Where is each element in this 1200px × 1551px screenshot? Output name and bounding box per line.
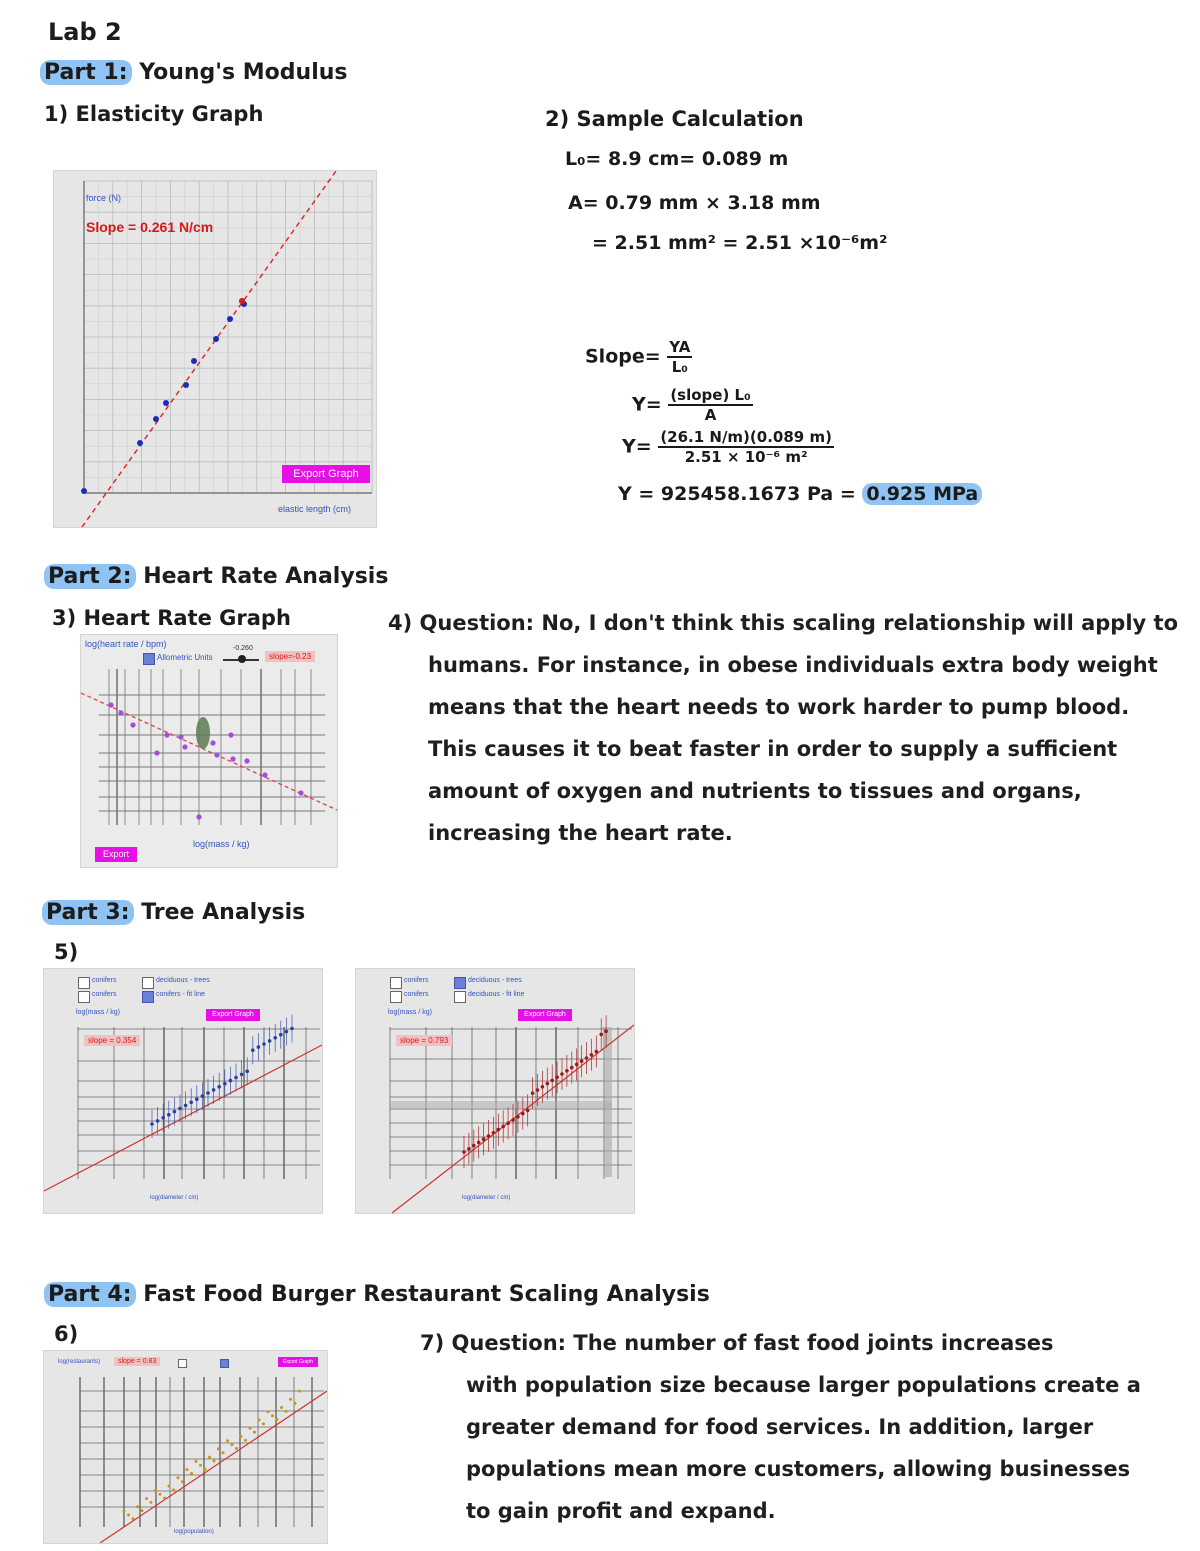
restaurant-y-axis-label: log(restaurants) [58,1359,101,1365]
restaurant-x-axis-label: log(population) [174,1529,214,1535]
data-point [231,1443,234,1446]
data-point [145,1497,148,1500]
restaurant-fit-line [100,1391,327,1543]
tree-b-slope-label: slope = 0.793 [396,1035,452,1046]
tree-a-export-button[interactable]: Export Graph [206,1009,260,1021]
data-point [298,790,303,795]
tree-b-x-axis-label: log(diameter / cm) [462,1195,511,1201]
tree-graph-b [355,968,635,1214]
calc-y1-lhs: Y= [632,393,662,416]
data-point [290,1027,294,1031]
data-point [230,756,235,761]
data-point [467,1147,471,1151]
data-point [244,758,249,763]
tree-b-checkbox-label-1: conifers [404,977,429,984]
part1-heading-label: Part 1: [40,60,132,85]
q6-label: 6) [54,1322,79,1346]
data-point [150,1501,153,1504]
calc-y1-eq [632,386,753,424]
q4-line-5: amount of oxygen and nutrients to tissues and organs, [428,779,1082,803]
data-point [294,1402,297,1405]
data-point [560,1072,564,1076]
calc-slope-den: L₀ [671,358,688,376]
data-point [223,1082,227,1086]
data-point [565,1069,569,1073]
q1-label: 1) Elasticity Graph [44,102,264,126]
tree-a-x-axis-label: log(diameter / cm) [150,1195,199,1201]
data-point [167,1113,171,1117]
data-point [172,1488,175,1491]
data-point [550,1079,554,1083]
data-point [487,1134,491,1138]
data-point [526,1109,530,1113]
data-point [150,1122,154,1126]
data-point [245,1070,249,1074]
data-point [181,1480,184,1483]
q7-answer [420,1322,1180,1532]
data-point [163,400,169,406]
data-point [154,1489,157,1492]
data-point [234,1076,238,1080]
data-point [492,1131,496,1135]
data-point [136,1505,139,1508]
data-point [217,1085,221,1089]
part3-heading [42,900,305,925]
q5-label: 5) [54,940,79,964]
data-point [212,1088,216,1092]
restaurant-graph-canvas [44,1351,327,1543]
restaurant-slope-label: slope = 0.83 [114,1357,160,1366]
data-point [210,740,215,745]
tree-b-checkbox-label-3: conifers [404,991,429,998]
data-point [226,1439,229,1442]
calc-area: A= 0.79 mm × 3.18 mm [568,192,821,214]
calc-y1-num: (slope) L₀ [670,386,751,404]
data-point [595,1050,599,1054]
calc-l0: L₀= 8.9 cm= 0.089 m [565,148,789,170]
part2-heading-text: Heart Rate Analysis [143,564,389,589]
part1-heading-text: Young's Modulus [139,60,348,85]
data-point [168,1485,171,1488]
data-point [298,1390,301,1393]
data-point [267,1410,270,1413]
data-point [585,1056,589,1060]
q7-line-5: to gain profit and expand. [466,1499,776,1523]
data-point [516,1115,520,1119]
data-point [477,1141,481,1145]
data-point [127,1513,130,1516]
data-point [184,1104,188,1108]
q4-line-1: 4) Question: No, I don't think this scaling relationship will apply to [388,611,1178,635]
data-point [201,1094,205,1098]
data-point [249,1427,252,1430]
data-point [521,1112,525,1116]
y-axis-label: force (N) [86,193,122,203]
allometric-checkbox[interactable] [143,653,155,665]
data-point [555,1075,559,1079]
data-point [240,1435,243,1438]
data-point [159,1493,162,1496]
data-point [268,1039,272,1043]
data-point [132,1517,135,1520]
export-graph-button[interactable]: Export Graph [282,465,370,483]
data-point [195,1460,198,1463]
calc-y2-lhs: Y= [622,435,652,458]
calc-y2-num: (26.1 N/m)(0.089 m) [660,428,832,446]
heart-rate-graph-canvas [81,635,337,867]
data-point [214,752,219,757]
data-point [195,1097,199,1101]
data-point [240,1073,244,1077]
data-point [262,1042,266,1046]
part3-heading-label: Part 3: [42,900,134,925]
heart-slope-label: slope=-0.23 [265,651,315,662]
data-point [222,1451,225,1454]
q7-line-3: greater demand for food services. In addition, larger [466,1415,1094,1439]
calc-result [618,483,982,505]
data-point [235,1447,238,1450]
data-point [130,722,135,727]
heart-rate-graph [80,634,338,868]
data-point [81,488,87,494]
tree-a-checkbox-label-2: deciduous - trees [156,977,210,984]
part3-heading-text: Tree Analysis [141,900,306,925]
data-point [462,1150,466,1154]
calc-y2-den: 2.51 × 10⁻⁶ m² [684,448,808,466]
data-point [186,1468,189,1471]
data-point [285,1410,288,1413]
data-point [154,750,159,755]
data-point [191,358,197,364]
tree-b-checkbox-label-4: deciduous - fit line [468,991,525,998]
data-point [541,1085,545,1089]
data-point [511,1118,515,1122]
page-title: Lab 2 [48,18,122,46]
q7-line-4: populations mean more customers, allowing businesses [466,1457,1131,1481]
q4-answer [388,602,1188,854]
data-point [599,1033,603,1037]
data-point [251,1048,255,1052]
data-point [472,1144,476,1148]
calc-area-result: = 2.51 mm² = 2.51 ×10⁻⁶m² [592,232,888,254]
data-point [213,336,219,342]
calc-y1-fraction [668,386,752,424]
part4-heading-label: Part 4: [44,1282,136,1307]
tree-graph-a [43,968,323,1214]
data-point [177,1476,180,1479]
heart-export-button[interactable]: Export [95,847,137,862]
data-point [604,1029,608,1033]
data-point [536,1088,540,1092]
data-point [239,298,245,304]
data-point [506,1121,510,1125]
data-point [137,440,143,446]
data-point [208,1456,211,1459]
part2-heading [44,564,388,589]
data-point [257,1045,261,1049]
calc-result-highlight: 0.925 MPa [862,483,982,505]
data-point [531,1091,535,1095]
data-point [213,1460,216,1463]
part4-heading-text: Fast Food Burger Restaurant Scaling Analysis [143,1282,710,1307]
data-point [279,1033,283,1037]
data-point [123,1510,126,1513]
calc-slope-eq [585,338,692,376]
data-point [253,1431,256,1434]
data-point [271,1414,274,1417]
data-point [164,732,169,737]
tree-a-y-axis-label: log(mass / kg) [76,1009,120,1016]
data-point [276,1418,279,1421]
data-point [262,1422,265,1425]
heart-slider-handle[interactable] [238,655,246,663]
heart-point-cluster [196,717,210,749]
tree-a-slope-label: slope = 0.354 [84,1035,140,1046]
q4-line-6: increasing the heart rate. [428,821,733,845]
data-point [285,1030,289,1034]
data-point [482,1137,486,1141]
data-point [204,1468,207,1471]
data-point [501,1125,505,1129]
tree-b-export-button[interactable]: Export Graph [518,1009,572,1021]
calc-result-value: Y = 925458.1673 Pa [618,483,834,505]
heart-y-axis-label: log(heart rate / bpm) [85,639,167,649]
part2-heading-label: Part 2: [44,564,136,589]
data-point [229,1079,233,1083]
tree-b-y-axis-label: log(mass / kg) [388,1009,432,1016]
calc-y2-fraction [658,428,834,466]
data-point [546,1082,550,1086]
data-point [156,1119,160,1123]
data-point [206,1091,210,1095]
tree-a-checkbox-label-1: conifers [92,977,117,984]
grid-band [390,1101,612,1109]
elasticity-graph [53,170,377,528]
calc-result-equals: = [839,483,856,505]
data-point [273,1036,277,1040]
q4-line-3: means that the heart needs to work harder to pump blood. [428,695,1130,719]
data-point [141,1509,144,1512]
calc-slope-fraction [667,338,692,376]
q7-line-1: 7) Question: The number of fast food joints increases [420,1331,1054,1355]
data-point [262,772,267,777]
q4-line-2: humans. For instance, in obese individuals extra body weight [428,653,1158,677]
data-point [258,1419,261,1422]
tree-a-checkbox-label-4: conifers - fit line [156,991,206,998]
data-point [289,1398,292,1401]
data-point [183,382,189,388]
q4-line-4: This causes it to beat faster in order to supply a sufficient [428,737,1118,761]
allometric-label: Allometric Units [157,653,213,662]
q7-line-2: with population size because larger populations create a [466,1373,1141,1397]
slope-label: Slope = 0.261 N/cm [86,219,214,235]
data-point [189,1101,193,1105]
x-axis-label: elastic length (cm) [278,504,352,514]
tree-graph-b-canvas [356,969,634,1213]
data-point [244,1439,247,1442]
data-point [590,1053,594,1057]
data-point [178,734,183,739]
tree-a-checkbox-label-3: conifers [92,991,117,998]
data-point [196,814,201,819]
data-point [153,416,159,422]
data-point [280,1406,283,1409]
q2-label: 2) Sample Calculation [545,107,804,131]
data-point [173,1110,177,1114]
q3-label: 3) Heart Rate Graph [52,606,291,630]
tree-b-checkbox-label-2: deciduous - trees [468,977,522,984]
data-point [161,1116,165,1120]
calc-slope-num: YA [669,338,691,356]
calc-y1-den: A [704,406,717,424]
data-point [118,710,123,715]
data-point [227,316,233,322]
data-point [182,744,187,749]
data-point [497,1128,501,1132]
data-point [228,732,233,737]
slider-value: -0.260 [233,645,253,652]
part1-heading [40,60,348,85]
data-point [575,1063,579,1067]
data-point [163,1497,166,1500]
tree-graph-a-canvas [44,969,322,1213]
data-point [190,1472,193,1475]
data-point [580,1059,584,1063]
data-point [108,702,113,707]
data-point [217,1447,220,1450]
heart-x-axis-label: log(mass / kg) [193,839,250,849]
data-point [178,1107,182,1111]
restaurant-export-button[interactable]: Export Graph [278,1357,318,1367]
data-point [570,1066,574,1070]
restaurant-graph [43,1350,328,1544]
part4-heading [44,1282,710,1307]
data-point [199,1464,202,1467]
calc-slope-lhs: Slope= [585,345,661,368]
calc-y2-eq [622,428,834,466]
tree-a-fit-line [44,1045,322,1191]
